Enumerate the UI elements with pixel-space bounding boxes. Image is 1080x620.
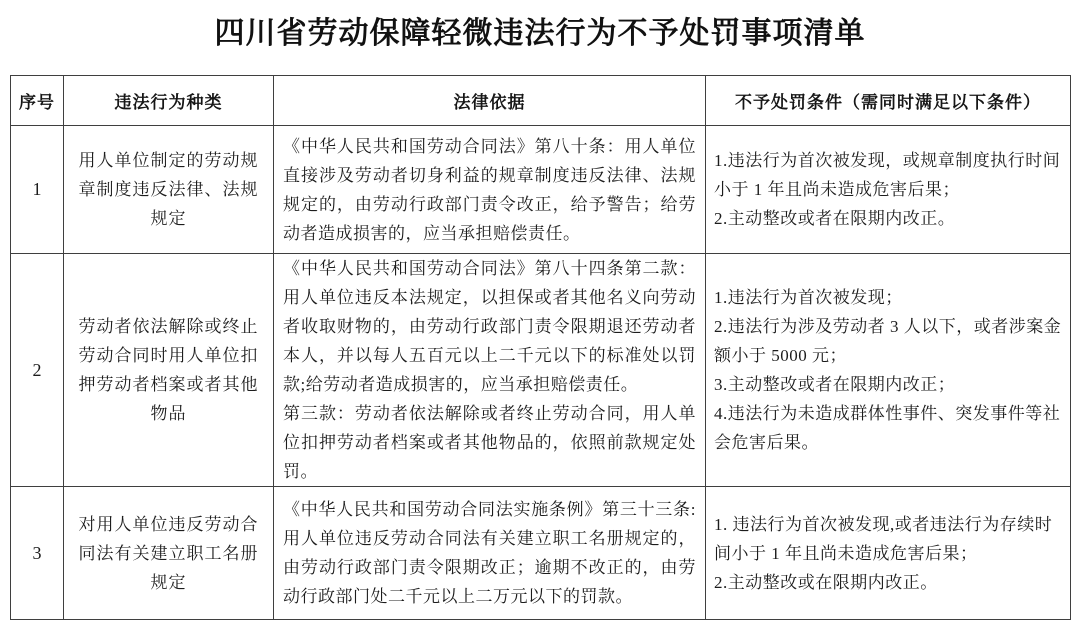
header-row <box>11 76 1071 126</box>
condition-item: 1.违法行为首次被发现，或规章制度执行时间小于 1 年且尚未造成危害后果； <box>714 151 1061 199</box>
row-number-cell: 3 <box>11 487 64 620</box>
page-title: 四川省劳动保障轻微违法行为不予处罚事项清单 <box>214 17 866 50</box>
violation-category-cell: 对用人单位违反劳动合同法有关建立职工名册规定 <box>64 487 274 620</box>
legal-basis-cell <box>274 487 706 620</box>
header-violation-category: 违法行为种类 <box>64 76 274 126</box>
condition-item: 4.违法行为未造成群体性事件、突发事件等社会危害后果。 <box>714 404 1061 452</box>
condition-item: 2.主动整改或在限期内改正。 <box>714 572 938 592</box>
condition-item: 1. 违法行为首次被发现,或者违法行为存续时间小于 1 年且尚未造成危害后果； <box>714 514 1053 563</box>
table-header <box>11 76 1071 126</box>
legal-basis-paragraph: 《中华人民共和国劳动合同法实施条例》第三十三条:用人单位违反劳动合同法有关建立职工名册规定的，由劳动行政部门责令限期改正；逾期不改正的，由劳动行政部门处二千元以上二万元以下的罚款。 <box>283 500 696 606</box>
legal-basis-paragraph: 《中华人民共和国劳动合同法》第八十条：用人单位直接涉及劳动者切身利益的规章制度违反法律、法规规定的，由劳动行政部门责令改正，给予警告；给劳动者造成损害的，应当承担赔偿责任。 <box>283 136 696 243</box>
condition-item: 2.违法行为涉及劳动者 3 人以下，或者涉案金额小于 5000 元； <box>714 317 1062 365</box>
header-serial-number: 序号 <box>11 76 64 126</box>
header-exemption-conditions: 不予处罚条件（需同时满足以下条件） <box>706 76 1071 126</box>
row-number-cell: 2 <box>11 254 64 487</box>
conditions-cell <box>706 254 1071 487</box>
header-legal-basis: 法律依据 <box>274 76 706 126</box>
table-body <box>11 126 1071 620</box>
condition-item: 1.违法行为首次被发现； <box>714 288 903 307</box>
violation-category-cell: 劳动者依法解除或终止劳动合同时用人单位扣押劳动者档案或者其他物品 <box>64 254 274 487</box>
regulation-table <box>10 75 1071 620</box>
row-number-cell: 1 <box>11 126 64 254</box>
violation-category-cell: 用人单位制定的劳动规章制度违反法律、法规规定 <box>64 126 274 254</box>
legal-basis-paragraph: 《中华人民共和国劳动合同法》第八十四条第二款：用人单位违反本法规定，以担保或者其他名义向劳动者收取财物的，由劳动行政部门责令限期退还劳动者本人，并以每人五百元以上二千元以下的标准处以罚款;给劳动者造成损害的，应当承担赔偿责任。 <box>283 259 696 394</box>
conditions-cell <box>706 487 1071 620</box>
legal-basis-cell <box>274 126 706 254</box>
conditions-cell <box>706 126 1071 254</box>
condition-item: 2.主动整改或者在限期内改正。 <box>714 209 956 228</box>
table-row <box>11 126 1071 254</box>
table-row <box>11 254 1071 487</box>
legal-basis-paragraph: 第三款：劳动者依法解除或者终止劳动合同，用人单位扣押劳动者档案或者其他物品的，依照前款规定处罚。 <box>283 404 696 481</box>
condition-item: 3.主动整改或者在限期内改正； <box>714 375 956 394</box>
table-row <box>11 487 1071 620</box>
legal-basis-cell <box>274 254 706 487</box>
